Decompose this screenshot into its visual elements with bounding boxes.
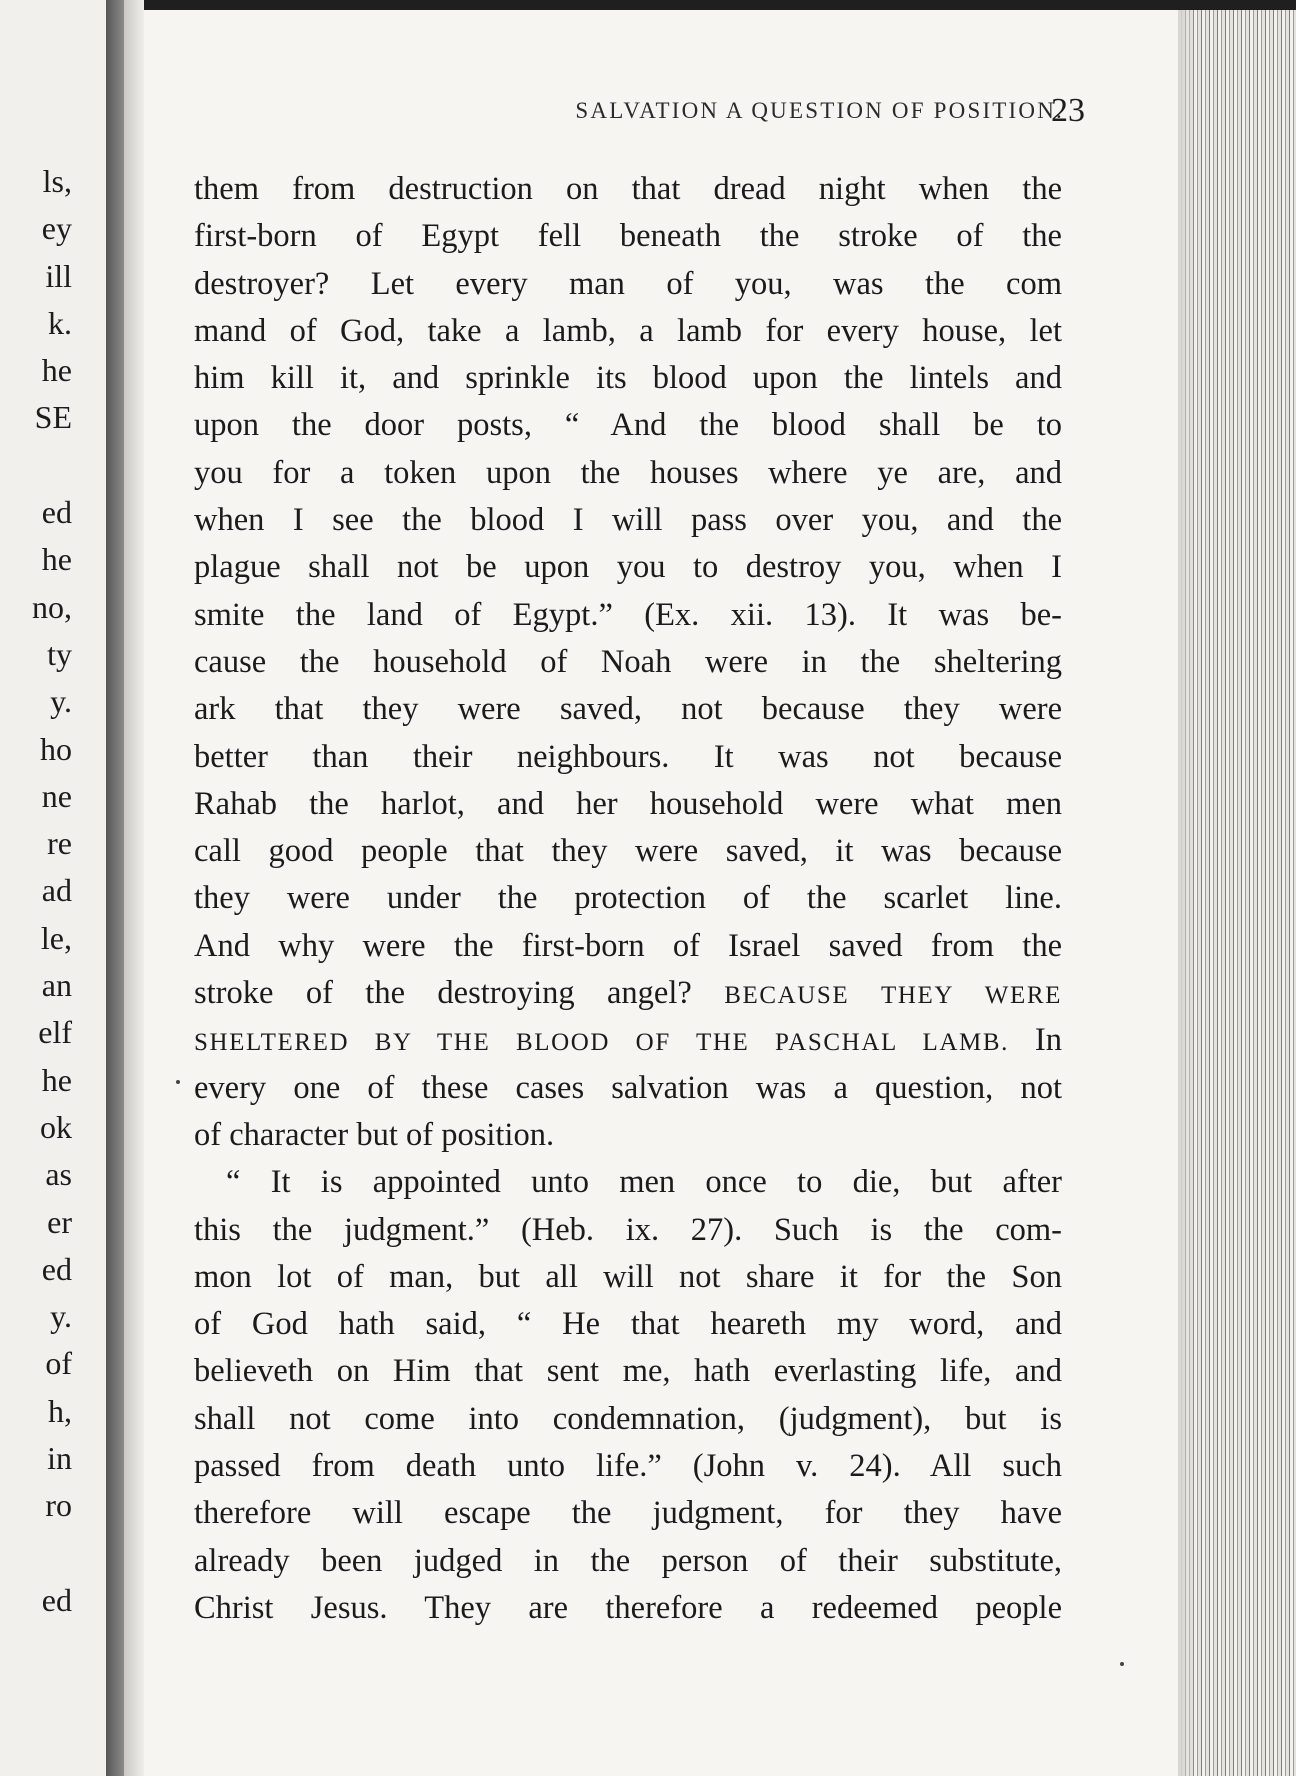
left-facing-page [0,0,108,1776]
line-text: shall not come into condemnation, (judgment), but is [194,1400,1062,1437]
left-fragment [0,442,100,489]
text-line [194,166,1062,213]
line-text: mon lot of man, but all will not share it for the Son [194,1258,1062,1295]
left-fragment: as [45,1156,72,1193]
left-fragment: k. [48,304,72,341]
speck-mark [1120,1662,1124,1666]
top-edge [144,0,1296,10]
line-text: destroyer? Let every man of you, was the com [194,265,1062,302]
line-text: every one of these cases salvation was a question, not [194,1069,1062,1106]
text-line [194,1443,1062,1490]
text-line [194,450,1062,497]
page-number: 23 [1051,92,1085,129]
line-text: plague shall not be upon you to destroy you, when I [194,549,1062,586]
left-fragment: in [47,1440,72,1477]
left-fragment: he [41,1061,72,1098]
gutter-shadow [124,0,144,1776]
text-line [194,1396,1062,1443]
left-fragment: re [47,825,72,862]
left-fragment: ed [41,494,72,531]
left-fragment: le, [40,919,72,956]
left-fragment: he [41,352,72,389]
line-text: cause the household of Noah were in the sheltering [194,643,1062,680]
running-head: SALVATION A QUESTION OF POSITION. [575,98,1064,123]
line-text: And why were the first-born of Israel saved from the [194,927,1062,964]
left-fragment: h, [48,1392,72,1429]
line-text: better than their neighbours. It was not because [194,738,1062,775]
line-text: of God hath said, “ He that heareth my word, and [194,1306,1062,1343]
text-line [194,1254,1062,1301]
text-line [194,261,1062,308]
line-text: already been judged in the person of their substitute, [194,1542,1062,1579]
text-line [194,1065,1062,1112]
text-line [194,592,1062,639]
left-fragment: no, [32,588,72,625]
line-text: first-born of Egypt fell beneath the stroke of the [194,218,1062,255]
text-line [194,1207,1062,1254]
text-line [194,1585,1062,1632]
left-fragment: ls, [42,163,72,199]
line-text: you for a token upon the houses where ye are, and [194,454,1062,491]
text-line [194,875,1062,922]
line-text: upon the door posts, “ And the blood shall be to [194,407,1062,444]
left-fragment: ok [40,1108,72,1145]
line-text: In [1009,1022,1062,1059]
line-text: him kill it, and sprinkle its blood upon the lintels and [194,360,1062,397]
line-text: ark that they were saved, not because they were [194,691,1062,728]
line-text: therefore will escape the judgment, for they have [194,1495,1062,1532]
line-text: Christ Jesus. They are therefore a redeemed people [194,1589,1062,1626]
left-fragment: y. [50,1298,72,1335]
left-fragment: ey [41,210,72,247]
text-line [194,970,1062,1017]
page-edges [1178,10,1296,1776]
line-text: passed from death unto life.” (John v. 24). All such [194,1448,1062,1485]
line-text: mand of God, take a lamb, a lamb for every house, let [194,312,1062,349]
line-text: when I see the blood I will pass over you, and the [194,502,1062,539]
line-text: them from destruction on that dread night when the [194,171,1062,207]
left-fragment: ro [45,1487,72,1524]
text-line [194,734,1062,781]
left-fragment: elf [38,1014,72,1051]
text-line [194,639,1062,686]
line-text: Rahab the harlot, and her household were what men [194,785,1062,822]
text-line [194,213,1062,260]
text-line [194,923,1062,970]
text-line [194,1348,1062,1395]
text-line [194,1538,1062,1585]
line-text: of character but of position. [194,1116,555,1153]
left-fragment: ho [40,730,72,767]
left-fragment: an [41,967,72,1004]
left-fragment: SE [34,399,72,436]
left-fragment: ne [41,777,72,814]
line-text: call good people that they were saved, it was because [194,833,1062,870]
left-page-text-fragments [0,158,100,1624]
left-fragment: ty [47,635,72,672]
text-line [194,1490,1062,1537]
left-fragment: ill [45,257,72,294]
left-fragment: of [45,1345,72,1382]
book-gutter [106,0,124,1776]
text-line [194,686,1062,733]
text-line [194,355,1062,402]
small-caps-text: SHELTERED BY THE BLOOD OF THE PASCHAL LAMB. [194,1029,1010,1057]
text-line [194,544,1062,591]
line-text: smite the land of Egypt.” (Ex. xii. 13). It was be- [194,596,1062,633]
text-line [194,781,1062,828]
text-line [194,1017,1062,1064]
line-text: “ It is appointed unto men once to die, but after [226,1164,1062,1201]
small-caps-text: BECAUSE THEY WERE [724,982,1062,1010]
left-fragment: ed [41,1250,72,1287]
text-line [194,828,1062,875]
speck-mark [176,1080,180,1084]
text-line [194,1301,1062,1348]
left-fragment [0,1530,100,1577]
left-fragment: ad [41,872,72,909]
line-text: this the judgment.” (Heb. ix. 27). Such is the com- [194,1211,1062,1248]
line-text: believeth on Him that sent me, hath everlasting life, and [194,1353,1062,1390]
text-line [194,1112,1062,1159]
line-text: stroke of the destroying angel? [194,975,725,1012]
left-fragment: y. [50,683,72,720]
text-line [194,1159,1062,1206]
text-line [194,497,1062,544]
left-fragment: ed [41,1581,72,1618]
left-fragment: he [41,541,72,578]
text-line [194,308,1062,355]
body-text [194,166,1062,1632]
left-fragment: er [47,1203,72,1240]
text-line [194,402,1062,449]
line-text: they were under the protection of the scarlet line. [194,880,1062,917]
